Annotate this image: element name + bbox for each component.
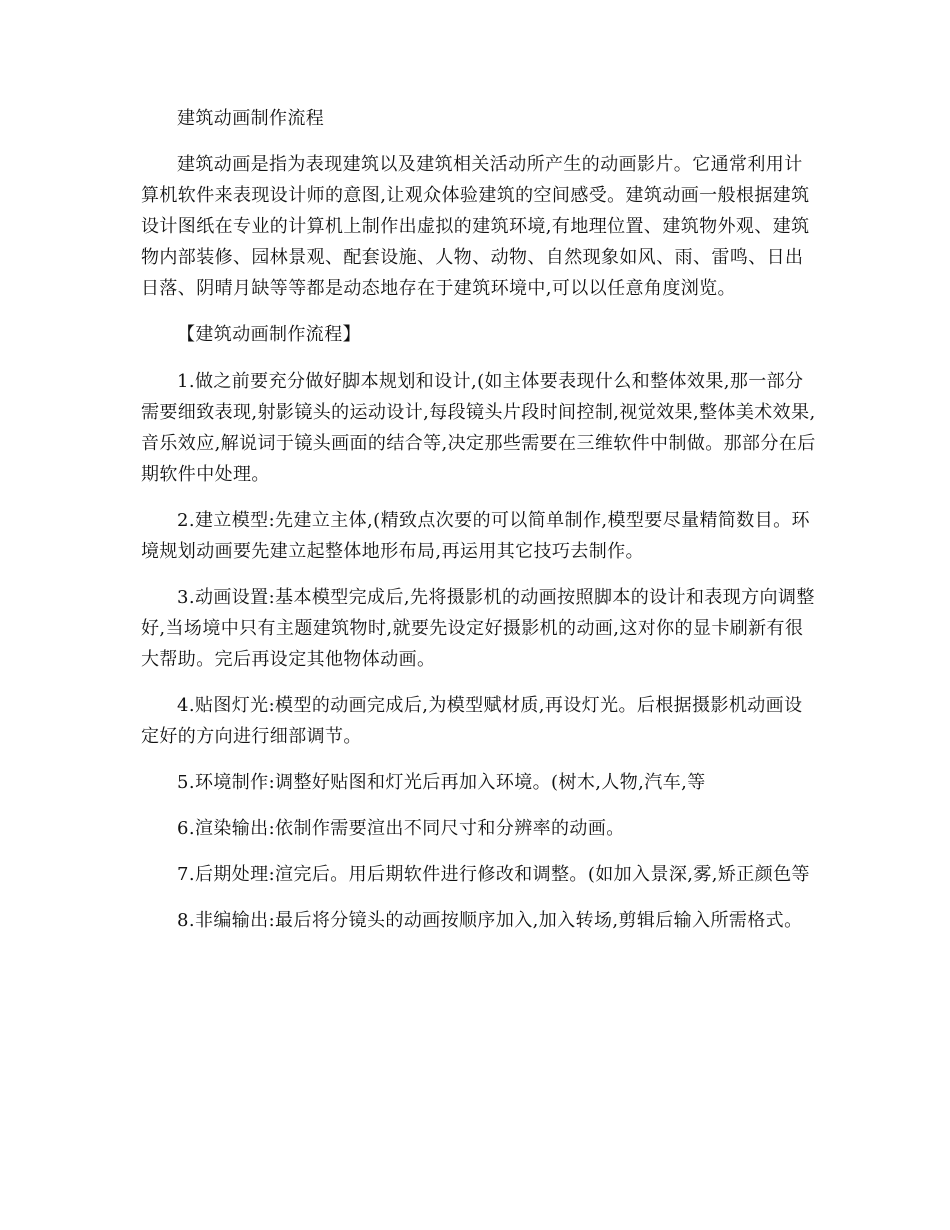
intro-paragraph: 建筑动画是指为表现建筑以及建筑相关活动所产生的动画影片。它通常利用计算机软件来表现设计师的意图,让观众体验建筑的空间感受。建筑动画一般根据建筑设计图纸在专业的计算机上制作出虚拟的建筑环境,有地理位置、建筑物外观、建筑物内部装修、园林景观、配套设施、人物、动物、自然现象如风、雨、雷鸣、日出日落、阴晴月缺等等都是动态地存在于建筑环境中,可以以任意角度浏览。 [141, 154, 810, 299]
step-6-paragraph: 6.渲染输出:依制作需要渲出不同尺寸和分辨率的动画。 [177, 818, 625, 839]
step-8-paragraph: 8.非编输出:最后将分镜头的动画按顺序加入,加入转场,剪辑后输入所需格式。 [177, 910, 803, 931]
step-5-paragraph: 5.环境制作:调整好贴图和灯光后再加入环境。(树木,人物,汽车,等 [177, 772, 706, 793]
step-4-paragraph: 4.贴图灯光:模型的动画完成后,为模型赋材质,再设灯光。后根据摄影机动画设定好的方向进行细部调节。 [141, 695, 803, 747]
document-title: 建筑动画制作流程 [177, 108, 325, 129]
step-2-paragraph: 2.建立模型:先建立主体,(精致点次要的可以简单制作,模型要尽量精简数目。环境规划动画要先建立起整体地形布局,再运用其它技巧去制作。 [141, 510, 810, 562]
step-1-paragraph: 1.做之前要充分做好脚本规划和设计,(如主体要表现什么和整体效果,那一部分需要细致表现,射影镜头的运动设计,每段镜头片段时间控制,视觉效果,整体美术效果,音乐效应,解说词于镜头画面的结合等,决定那些需要在三维软件中制做。那部分在后期软件中处理。 [141, 371, 816, 485]
document-body [141, 103, 819, 951]
step-3-paragraph: 3.动画设置:基本模型完成后,先将摄影机的动画按照脚本的设计和表现方向调整好,当场境中只有主题建筑物时,就要先设定好摄影机的动画,这对你的显卡刷新有很大帮助。完后再设定其他物体动画。 [141, 587, 815, 670]
step-7-paragraph: 7.后期处理:渲完后。用后期软件进行修改和调整。(如加入景深,雾,矫正颜色等 [177, 864, 810, 885]
section-heading: 【建筑动画制作流程】 [177, 324, 361, 345]
